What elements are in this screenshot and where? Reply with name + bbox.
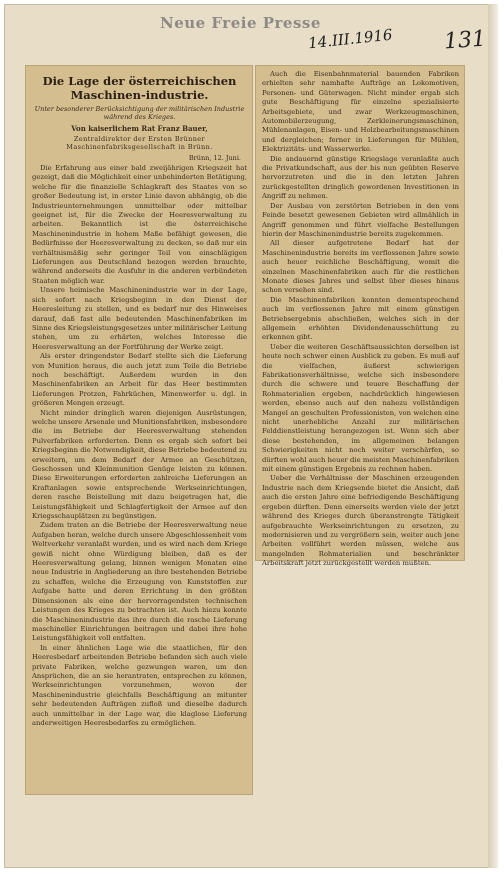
paragraph: Ueber die Verhältnisse der Maschinen erzeugenden Industrie nach dem Kriegsende bietet die Ansicht, daß auch die ersten Jahre eine befriedigende Beschäftigung ergeben dürften. Denn einerseits werden viele der jetzt während des Krieges durch überanstrengte Tätigkeit aufgebrauchte Werkseinrichtungen zu ersetzen, zu modernisieren und zu vergrößern sein, weiter auch jene Arbeiten vollführt werden müssen, welche aus mangelnden Rohmaterialien und beschränkter Arbeitskraft jetzt zurückgestellt werden mußten. xyxy=(262,474,459,568)
paragraph: Auch die Eisenbahnmaterial bauenden Fabriken erhielten sehr namhafte Aufträge an Lokomotiven, Personen- und Güterwagen. Nicht minder ergab sich gute Beschäftigung für einzelne spezialisierte Arbeitsgebiete, und zwar Werkzeugmaschinen, Automobilerzeugung, Zerkleinerungsmaschinen, Mühlenanlagen, Eisen- und Holzbearbeitungsmaschinen und dergleichen; ferner in Lieferungen für Mühlen, Elektrizitäts- und Wasserwerke. xyxy=(262,70,459,154)
paragraph: All dieser aufgetretene Bedarf hat der Maschinenindustrie bereits im verflossenen Jahre sowie auch heuer reichliche Beschäftigung, womit die einzelnen Maschinenfabriken auch für die restlichen Monate dieses Jahres und selbst über dieses hinaus schon versehen sind. xyxy=(262,239,459,295)
paragraph: Ueber die weiteren Geschäftsaussichten derselben ist heute noch schwer einen Ausblick zu geben. Es muß auf die vielfachen, äußerst schwierigen Fabrikationsverhältnisse, welche sich insbesondere durch die schwere und teuere Beschaffung der Rohmaterialien ergeben, nachdrücklich hingewiesen werden, ebenso auch auf den nahezu vollständigen Mangel an geschulten Professionisten, von welchen eine nicht unerhebliche Anzahl zur militärischen Felddienstleistung herangezogen ist. Wenn sich aber diese bestehenden, im allgemeinen belangen Schwierigkeiten nicht noch weiter verschärfen, so dürften wohl auch heuer die meisten Maschinenfabriken mit einem günstigen Ergebnis zu rechnen haben. xyxy=(262,342,459,474)
sheet-edge xyxy=(488,4,498,868)
paragraph: Nicht minder dringlich waren diejenigen Ausrüstungen, welche unsere Arsenale und Munitionsfabriken, insbesondere die im Betriebe der Heeresverwaltung stehenden Pulverfabriken erforderten. Denn es ergab sich sofort bei Kriegsbeginn die Notwendigkeit, diese Betriebe bedeutend zu erweitern, um dem Bedarf der Armee an Geschützen, Geschossen und Kleinmunition Genüge leisten zu können. Diese Erweiterungen erforderten zahlreiche Lieferungen an Kraftanlagen sowie entsprechende Werkseinrichtungen, deren rasche Beistellung mit dazu beigetragen hat, die Leistungsfähigkeit und Schlagfertigkeit der Armee auf den Kriegsschauplätzen zu begünstigen. xyxy=(32,408,247,521)
article-headline: Die Lage der österreichischen Maschinen-industrie. xyxy=(42,74,237,102)
paragraph: Zudem traten an die Betriebe der Heeresverwaltung neue Aufgaben heran, welche durch unsere Abgeschlossenheit vom Weltverkehr veranlaßt wurden, und es wird nach dem Kriege gewiß nicht ohne Würdigung bleiben, daß es der Heeresverwaltung gelang, binnen wenigen Monaten eine neue Industrie in Angliederung an ihre bestehenden Betriebe zu schaffen, welche die Erzeugung von Kunststoffen zur Aufgabe hatte und deren Errichtung in den größten Dimensionen als eine der hervorragendsten technischen Leistungen des Krieges zu betrachten ist. Auch hiezu konnte die Maschinenindustrie das ihre durch die rasche Lieferung maschineller Einrichtungen beitragen und dabei ihre hohe Leistungsfähigkeit voll entfalten. xyxy=(32,521,247,643)
paragraph: Die Erfahrung aus einer bald zweijährigen Kriegszeit hat gezeigt, daß die Möglichkeit einer unbehinderten Betätigung, welche für die finanzielle Schlagkraft des Staates von so großer Bedeutung ist, in erster Linie davon abhängig, ob die Industrieunternehmungen unmittelbar oder mittelbar geeignet ist, für die Zwecke der Heeresverwaltung zu arbeiten. Bekanntlich ist die österreichische Maschinenindustrie in hohem Maße befähigt gewesen, die Bedürfnisse der Heeresverwaltung zu decken, so daß nur ein verhältnismäßig sehr geringer Teil von einschlägigen Lieferungen aus Deutschland bezogen werden brauchte, während anderseits die Ausfuhr in die anderen verbündeten Staaten möglich war. xyxy=(32,164,247,285)
right-column-body xyxy=(256,66,464,569)
paragraph: Als erster dringendster Bedarf stellte sich die Lieferung von Munition heraus, die auch jetzt zum Teile die Betriebe noch beschäftigt. Außerdem wurden in den Maschinenfabriken an Arbeit für das Heer bestimmten Lieferungen Protzen, Fahrküchen, Minenwerfer u. dgl. in größeren Mengen erzeugt. xyxy=(32,352,247,408)
newspaper-masthead: Neue Freie Presse xyxy=(160,14,321,32)
article-author: Von kaiserlichem Rat Franz Bauer, xyxy=(71,124,208,133)
paragraph: Die andauernd günstige Kriegslage veranlaßte auch die Privatkundschaft, aus der bis nun geübten Reserve hervorzutreten und die in den letzten Jahren zurückgestellten dringlich gewordenen Investitionen in Angriff zu nehmen. xyxy=(262,154,459,201)
paragraph: Die Maschinenfabriken konnten dementsprechend auch im verflossenen Jahre mit einem günstigen Betriebsergebnis abschließen, welches sich in der allgemein erhöhten Dividendenausschüttung zu erkennen gibt. xyxy=(262,295,459,342)
author-affiliation: Zentraldirektor der Ersten Brünner Maschinenfabriksgesellschaft in Brünn. xyxy=(66,135,213,151)
paragraph: Unsere heimische Maschinenindustrie war in der Lage, sich sofort nach Kriegsbeginn in den Dienst der Heeresleitung zu stellen, und es bedarf nur des Hinweises darauf, daß fast alle bedeutenden Maschinenfabriken im Sinne des Kriegsleistungsgesetzes unter militärischer Leitung stehen, um zu erhärten, welches Interesse die Heeresverwaltung an der Fortführung der Werke zeigt. xyxy=(32,286,247,351)
article-subheadline: Unter besonderer Berücksichtigung der militärischen Industrie während des Krieges. xyxy=(34,105,245,121)
handwritten-number: 131 xyxy=(443,26,487,55)
article-dateline: Brünn, 12. Juni. xyxy=(188,154,241,162)
paragraph: Der Ausbau von zerstörten Betrieben in den vom Feinde besetzt gewesenen Gebieten wird allmählich in Angriff genommen und führt vielfache Bestellungen hierin der Maschinenindustrie bereits zugekommen. xyxy=(262,201,459,238)
left-column-body xyxy=(32,164,247,728)
handwritten-date: 14.III.1916 xyxy=(307,25,394,53)
clipping-left-column xyxy=(26,66,252,794)
clipping-right-column xyxy=(256,66,464,568)
paragraph: In einer ähnlichen Lage wie die staatlichen, für den Heeresbedarf arbeitenden Betriebe befanden sich auch viele private Fabriken, welche gezwungen waren, um den Ansprüchen, die an sie herantraten, entsprechen zu können, Werkseinrichtungen vorzunehmen, wovon der Maschinenindustrie gleichfalls Beschäftigung an mitunter sehr bedeutenden Aufträgen zufloß und dieselbe dadurch auch unmittelbar in der Lage war, die klaglose Lieferung anderweitigen Heeresbedarfes zu ermöglichen. xyxy=(32,643,247,727)
